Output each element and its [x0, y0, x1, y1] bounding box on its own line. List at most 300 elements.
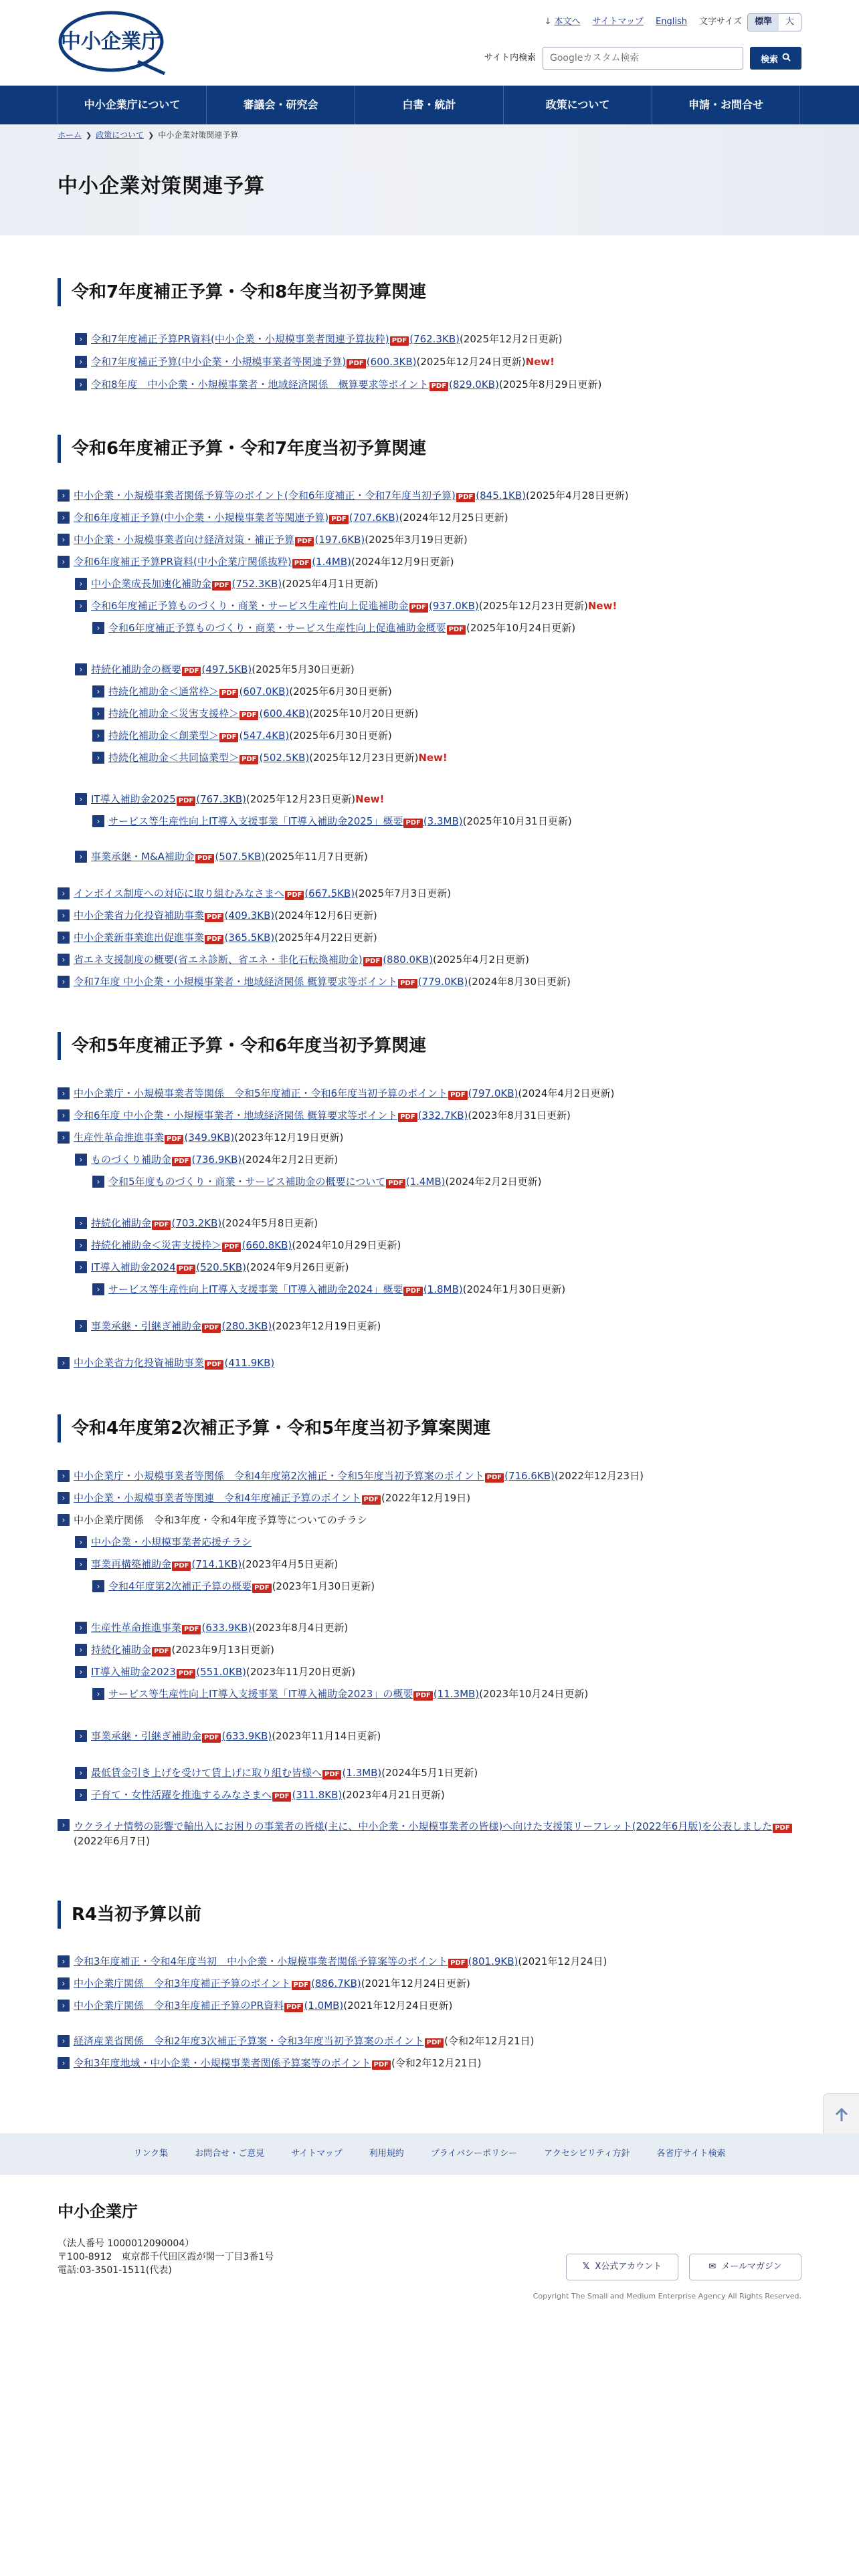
- update-date: (2023年1月30日更新): [272, 1580, 375, 1592]
- file-size[interactable]: (886.7KB): [311, 1977, 361, 1990]
- list-item: [92, 1687, 588, 1701]
- chevron-right-icon: ›: [92, 708, 104, 720]
- update-date: (2024年10月29日更新): [292, 1239, 401, 1251]
- document-link[interactable]: 持続化補助金: [91, 1644, 152, 1656]
- file-size[interactable]: (633.9KB): [221, 1730, 272, 1742]
- document-link[interactable]: 中小企業・小規模事業者応援チラシ: [91, 1536, 252, 1548]
- file-size[interactable]: (507.5KB): [215, 851, 266, 863]
- pdf-icon: PDF: [362, 1495, 381, 1505]
- update-date: (2025年10月31日更新): [462, 815, 572, 827]
- list-item: [58, 886, 451, 901]
- list-item: [92, 1174, 541, 1189]
- document-link[interactable]: 中小企業省力化投資補助事業: [74, 1357, 205, 1369]
- chevron-right-icon: ❯: [86, 130, 92, 140]
- update-date: (2022年12月19日): [381, 1492, 471, 1504]
- list-item: [92, 814, 572, 829]
- document-link[interactable]: 持続化補助金＜共同協業型＞: [108, 752, 240, 764]
- chevron-right-icon: ›: [58, 932, 70, 944]
- section-heading: 令和6年度補正予算・令和7年度当初予算関連: [58, 435, 426, 463]
- list-item: [75, 1535, 252, 1549]
- update-date: (2021年12月24日更新): [361, 1977, 470, 1990]
- footer-corp-no: （法人番号 1000012090004）: [58, 2238, 195, 2249]
- list-item-text: 中小企業庁関係 令和3年度・令和4年度予算等についてのチラシ: [74, 1514, 367, 1526]
- pdf-icon: PDF: [182, 1625, 201, 1634]
- list-item: [58, 1998, 452, 2013]
- document-link[interactable]: 令和7年度補正予算PR資料(中小企業・小規模事業者関連予算抜粋): [91, 333, 389, 345]
- pdf-icon: PDF: [212, 581, 231, 591]
- pdf-icon: PDF: [485, 1473, 504, 1483]
- utility-links: [545, 13, 801, 31]
- file-size[interactable]: (607.0KB): [239, 685, 290, 697]
- chevron-right-icon: ›: [92, 1688, 104, 1700]
- pdf-icon: PDF: [205, 935, 223, 944]
- pdf-icon: PDF: [347, 359, 365, 368]
- section-heading: 令和7年度補正予算・令和8年度当初予算関連: [58, 278, 426, 306]
- pdf-icon: PDF: [398, 1113, 417, 1122]
- document-link[interactable]: 中小企業新事業進出促進事業: [74, 932, 205, 944]
- list-item: [75, 849, 368, 864]
- new-badge: New!: [418, 752, 448, 764]
- pdf-icon: PDF: [322, 1770, 341, 1780]
- list-item: [75, 332, 562, 346]
- chevron-right-icon: ›: [75, 1217, 87, 1229]
- chevron-right-icon: ›: [58, 1955, 70, 1967]
- chevron-right-icon: ›: [58, 887, 70, 899]
- file-size[interactable]: (752.3KB): [231, 578, 282, 590]
- update-date: (2025年4月2日更新): [432, 954, 529, 966]
- mail-magazine-label: メールマガジン: [721, 2261, 782, 2272]
- pdf-icon: PDF: [252, 1584, 271, 1593]
- nav-whitepaper[interactable]: 白書・統計: [355, 86, 503, 124]
- update-date: (2025年12月23日更新): [478, 600, 588, 612]
- pdf-icon: PDF: [773, 1824, 791, 1833]
- english-link[interactable]: English: [656, 17, 687, 27]
- pdf-icon: PDF: [363, 957, 382, 966]
- file-size[interactable]: (801.9KB): [468, 1955, 518, 1967]
- file-size[interactable]: (1.8MB): [423, 1283, 463, 1295]
- file-size[interactable]: (1.4MB): [405, 1176, 446, 1188]
- document-link[interactable]: 中小企業成長加速化補助金: [91, 578, 212, 590]
- chevron-right-icon: ›: [75, 356, 87, 368]
- list-item: [58, 2056, 481, 2070]
- pdf-icon: PDF: [292, 1981, 310, 1990]
- file-size[interactable]: (633.9KB): [201, 1622, 252, 1634]
- pdf-icon: PDF: [372, 2060, 391, 2070]
- chevron-right-icon: ›: [58, 1514, 70, 1526]
- chevron-right-icon: ›: [58, 1109, 70, 1121]
- chevron-right-icon: ›: [75, 1154, 87, 1166]
- list-item: [58, 1491, 470, 1505]
- chevron-right-icon: ›: [58, 1819, 70, 1831]
- site-search: [484, 47, 801, 70]
- file-size[interactable]: (411.9KB): [224, 1357, 275, 1369]
- file-size[interactable]: (1.3MB): [342, 1767, 382, 1779]
- file-size[interactable]: (497.5KB): [201, 663, 252, 675]
- sitemap-link[interactable]: サイトマップ: [592, 17, 644, 27]
- chevron-right-icon: ❯: [148, 130, 155, 140]
- chevron-right-icon: ›: [75, 1536, 87, 1548]
- document-link[interactable]: ものづくり補助金: [91, 1154, 172, 1166]
- document-link[interactable]: 中小企業省力化投資補助事業: [74, 909, 205, 922]
- section-heading: 令和5年度補正予算・令和6年度当初予算関連: [58, 1032, 426, 1060]
- update-date: (2024年4月2日更新): [518, 1087, 615, 1099]
- pdf-icon: PDF: [177, 1669, 195, 1679]
- update-date: (2023年11月14日更新): [272, 1730, 381, 1742]
- chevron-right-icon: ›: [58, 512, 70, 524]
- file-size[interactable]: (703.2KB): [171, 1217, 222, 1229]
- svg-text:中小企業庁: 中小企業庁: [61, 30, 161, 53]
- pdf-icon: PDF: [195, 854, 214, 863]
- file-size[interactable]: (600.4KB): [259, 708, 310, 720]
- document-link[interactable]: 持続化補助金: [91, 1217, 152, 1229]
- site-footer: [58, 2200, 801, 2300]
- list-item: [92, 1282, 565, 1297]
- update-date: (2022年6月7日): [74, 1835, 150, 1847]
- footer-link-contact[interactable]: お問合せ・ご意見: [195, 2148, 265, 2159]
- update-date: (2023年11月20日更新): [246, 1666, 356, 1678]
- pdf-icon: PDF: [448, 1959, 467, 1968]
- document-link[interactable]: 令和3年度補正・令和4年度当初 中小企業・小規模事業者関係予算案等のポイント: [74, 1955, 448, 1967]
- list-item: [75, 1238, 401, 1253]
- update-date: (2025年4月1日更新): [282, 578, 379, 590]
- document-link[interactable]: 持続化補助金の概要: [91, 663, 182, 675]
- skip-link[interactable]: ↓ 本文へ: [544, 17, 581, 27]
- document-link[interactable]: 生産性革命推進事業: [74, 1132, 165, 1144]
- chevron-right-icon: ›: [58, 490, 70, 502]
- list-item: [75, 1319, 381, 1333]
- document-link[interactable]: 事業承継・引継ぎ補助金: [91, 1730, 202, 1742]
- pdf-icon: PDF: [386, 1179, 405, 1188]
- x-account-button[interactable]: [566, 2254, 678, 2280]
- document-link[interactable]: 令和8年度 中小企業・小規模事業者・地域経済関係 概算要求等ポイント: [91, 379, 429, 391]
- document-link[interactable]: 令和6年度補正予算PR資料(中小企業庁関係抜粋): [74, 556, 292, 568]
- update-date: (2025年7月3日更新): [355, 887, 452, 899]
- footer-link-terms[interactable]: 利用規約: [369, 2148, 404, 2159]
- list-item: [58, 488, 629, 503]
- list-item: [58, 1356, 274, 1370]
- list-item: [58, 532, 468, 547]
- pdf-icon: PDF: [329, 515, 348, 524]
- chevron-right-icon: ›: [75, 1666, 87, 1678]
- chevron-right-icon: ›: [58, 534, 70, 546]
- list-item: [75, 377, 601, 392]
- update-date: (2023年4月21日更新): [342, 1789, 445, 1801]
- footer-link-sitemap[interactable]: サイトマップ: [291, 2148, 343, 2159]
- footer-link-privacy[interactable]: プライバシーポリシー: [430, 2148, 518, 2159]
- pdf-icon: PDF: [284, 2003, 303, 2012]
- section-heading: 令和4年度第2次補正予算・令和5年度当初予算案関連: [58, 1414, 490, 1442]
- chevron-right-icon: ›: [75, 600, 87, 612]
- chevron-right-icon: ›: [58, 1492, 70, 1504]
- file-size[interactable]: (736.9KB): [191, 1154, 242, 1166]
- chevron-right-icon: ›: [58, 2057, 70, 2069]
- nav-application[interactable]: 申請・お問合せ: [652, 86, 800, 124]
- file-size[interactable]: (714.1KB): [191, 1558, 242, 1570]
- file-size[interactable]: (365.5KB): [224, 932, 275, 944]
- document-link[interactable]: 持続化補助金＜通常枠＞: [108, 685, 219, 697]
- file-size[interactable]: (1.0MB): [304, 2000, 344, 2012]
- document-link[interactable]: 中小企業・小規模事業者等関連 令和4年度補正予算のポイント: [74, 1492, 361, 1504]
- file-size[interactable]: (797.0KB): [468, 1087, 518, 1099]
- pdf-icon: PDF: [202, 1323, 221, 1333]
- footer-address: 〒100-8912 東京都千代田区霞が関一丁目3番1号: [58, 2251, 274, 2262]
- pdf-icon: PDF: [272, 1792, 291, 1802]
- update-date: (2023年9月13日更新): [171, 1644, 274, 1656]
- list-item: [75, 1152, 338, 1167]
- file-size[interactable]: (197.6KB): [314, 534, 365, 546]
- file-size[interactable]: (667.5KB): [304, 887, 355, 899]
- file-size[interactable]: (520.5KB): [196, 1261, 247, 1273]
- search-icon: [782, 53, 791, 64]
- update-date: (2025年6月30日更新): [289, 730, 392, 742]
- file-size[interactable]: (660.8KB): [242, 1239, 292, 1251]
- file-size[interactable]: (409.3KB): [224, 909, 275, 922]
- document-link[interactable]: 省エネ支援制度の概要(省エネ診断、省エネ・非化石転換補助金): [74, 954, 363, 966]
- file-size[interactable]: (311.8KB): [292, 1789, 343, 1801]
- nav-councils[interactable]: 審議会・研究会: [206, 86, 355, 124]
- document-link[interactable]: 事業再構築補助金: [91, 1558, 172, 1570]
- document-link[interactable]: 令和4年度第2次補正予算の概要: [108, 1580, 252, 1592]
- file-size[interactable]: (1.4MB): [312, 556, 351, 568]
- new-badge: New!: [525, 356, 555, 368]
- document-link[interactable]: 令和7年度補正予算(中小企業・小規模事業者等関連予算): [91, 356, 347, 368]
- file-size[interactable]: (937.0KB): [429, 600, 479, 612]
- search-input[interactable]: [543, 47, 743, 70]
- pdf-icon: PDF: [177, 1265, 195, 1274]
- chevron-right-icon: ›: [58, 1470, 70, 1482]
- document-link[interactable]: 持続化補助金＜創業型＞: [108, 730, 219, 742]
- update-date: (2024年5月1日更新): [381, 1767, 478, 1779]
- file-size[interactable]: (829.0KB): [449, 379, 499, 391]
- list-item: [58, 974, 571, 989]
- update-date: (2025年3月19日更新): [365, 534, 468, 546]
- file-size[interactable]: (600.3KB): [366, 356, 417, 368]
- mail-magazine-button[interactable]: [689, 2254, 801, 2280]
- document-link[interactable]: サービス等生産性向上IT導入支援事業「IT導入補助金2024」概要: [108, 1283, 403, 1295]
- document-link[interactable]: インボイス制度への対応に取り組むみなさまへ: [74, 887, 284, 899]
- pdf-icon: PDF: [205, 913, 223, 922]
- pdf-icon: PDF: [182, 667, 201, 676]
- list-item: [58, 1130, 343, 1145]
- footer-link-accessibility[interactable]: アクセシビリティ方針: [544, 2148, 630, 2159]
- x-logo-icon: 𝕏: [582, 2261, 590, 2272]
- update-date: (2025年12月24日更新): [416, 356, 526, 368]
- document-link[interactable]: 中小企業庁関係 令和3年度補正予算のPR資料: [74, 2000, 284, 2012]
- update-date: (2021年12月24日): [518, 1955, 607, 1967]
- file-size[interactable]: (707.6KB): [349, 512, 399, 524]
- back-to-top-button[interactable]: [823, 2093, 859, 2137]
- pdf-icon: PDF: [240, 755, 258, 764]
- chevron-right-icon: ›: [75, 1730, 87, 1742]
- document-link[interactable]: 中小企業庁・小規模事業者等関係 令和5年度補正・令和6年度当初予算のポイント: [74, 1087, 448, 1099]
- file-size[interactable]: (3.3MB): [423, 815, 463, 827]
- update-date: (2023年8月31日更新): [468, 1109, 571, 1121]
- update-date: (2025年10月24日更新): [466, 622, 576, 634]
- chevron-right-icon: ›: [92, 622, 104, 634]
- global-nav: [0, 86, 859, 124]
- x-account-label: X公式アカウント: [595, 2261, 662, 2272]
- document-link[interactable]: IT導入補助金2023: [91, 1666, 176, 1678]
- file-size[interactable]: (280.3KB): [221, 1320, 272, 1332]
- document-link[interactable]: 事業承継・引継ぎ補助金: [91, 1320, 202, 1332]
- chevron-right-icon: ›: [75, 663, 87, 675]
- list-item: [75, 1260, 349, 1275]
- chevron-right-icon: ›: [92, 1580, 104, 1592]
- update-date: (2024年9月26日更新): [246, 1261, 349, 1273]
- chevron-right-icon: ›: [58, 909, 70, 922]
- pdf-icon: PDF: [295, 537, 314, 546]
- chevron-right-icon: ›: [75, 1239, 87, 1251]
- page-hero: [0, 124, 859, 235]
- update-date: (2025年11月7日更新): [265, 851, 368, 863]
- pdf-icon: PDF: [456, 493, 475, 502]
- file-size[interactable]: (762.3KB): [409, 333, 460, 345]
- pdf-icon: PDF: [390, 336, 409, 346]
- file-size[interactable]: (779.0KB): [417, 976, 468, 988]
- pdf-icon: PDF: [292, 559, 311, 568]
- breadcrumb-policy[interactable]: 政策について: [96, 130, 144, 140]
- list-item: [75, 354, 555, 369]
- list-item: [58, 1086, 614, 1101]
- chevron-right-icon: ›: [75, 1789, 87, 1801]
- file-size[interactable]: (547.4KB): [239, 730, 290, 742]
- footer-tel: 電話:03-3501-1511(代表): [58, 2264, 172, 2276]
- file-size[interactable]: (502.5KB): [259, 752, 310, 764]
- list-item: [92, 621, 575, 635]
- update-date: (2023年4月5日更新): [242, 1558, 339, 1570]
- document-link[interactable]: 中小企業庁関係 令和3年度補正予算のポイント: [74, 1977, 291, 1990]
- update-date: (2025年4月22日更新): [274, 932, 377, 944]
- footer-link-links[interactable]: リンク集: [133, 2148, 169, 2159]
- document-link[interactable]: 持続化補助金＜災害支援枠＞: [108, 708, 240, 720]
- breadcrumb-current: 中小企業対策関連予算: [158, 130, 239, 140]
- font-size-large[interactable]: 大: [779, 14, 801, 31]
- list-item: [92, 1579, 375, 1594]
- pdf-icon: PDF: [202, 1733, 221, 1743]
- list-item: [58, 1513, 367, 1527]
- document-link[interactable]: 令和6年度 中小企業・小規模事業者・地域経済関係 概算要求等ポイント: [74, 1109, 398, 1121]
- document-link[interactable]: 最低賃金引き上げを受けて賃上げに取り組む皆様へ: [91, 1767, 322, 1779]
- pdf-icon: PDF: [430, 382, 448, 391]
- document-link[interactable]: 令和6年度補正予算ものづくり・商業・サービス生産性向上促進補助金: [91, 600, 409, 612]
- breadcrumb-home[interactable]: ホーム: [58, 130, 82, 140]
- site-logo[interactable]: [58, 9, 170, 75]
- pdf-icon: PDF: [177, 796, 195, 806]
- document-link[interactable]: IT導入補助金2024: [91, 1261, 176, 1273]
- list-item: [58, 1976, 470, 1991]
- list-item: [58, 952, 529, 967]
- document-link[interactable]: 持続化補助金＜災害支援枠＞: [91, 1239, 222, 1251]
- update-date: (2023年12月19日更新): [234, 1132, 344, 1144]
- font-size-standard[interactable]: 標準: [748, 14, 779, 31]
- chevron-right-icon: ›: [75, 1558, 87, 1570]
- update-date: (2024年2月2日更新): [445, 1176, 542, 1188]
- list-item: [75, 1665, 355, 1679]
- document-link[interactable]: 生産性革命推進事業: [91, 1622, 182, 1634]
- footer-link-ministries[interactable]: 各省庁サイト検索: [656, 2148, 726, 2159]
- update-date: (2024年12月6日更新): [274, 909, 377, 922]
- document-link[interactable]: サービス等生産性向上IT導入支援事業「IT導入補助金2025」概要: [108, 815, 403, 827]
- file-size[interactable]: (349.9KB): [184, 1132, 235, 1144]
- chevron-right-icon: ›: [75, 333, 87, 345]
- chevron-right-icon: ›: [75, 1644, 87, 1656]
- file-size[interactable]: (551.0KB): [196, 1666, 247, 1678]
- document-link[interactable]: 令和7年度 中小企業・小規模事業者・地域経済関係 概算要求等ポイント: [74, 976, 398, 988]
- pdf-icon: PDF: [165, 1135, 183, 1144]
- file-size[interactable]: (767.3KB): [196, 793, 247, 805]
- pdf-icon: PDF: [152, 1220, 171, 1230]
- update-date: (2025年12月2日更新): [459, 333, 563, 345]
- pdf-icon: PDF: [447, 625, 466, 635]
- pdf-icon: PDF: [425, 2038, 444, 2048]
- list-item: [92, 706, 418, 721]
- document-link[interactable]: サービス等生産性向上IT導入支援事業「IT導入補助金2023」の概要: [108, 1688, 413, 1700]
- nav-about[interactable]: 中小企業庁について: [58, 86, 206, 124]
- file-size[interactable]: (845.1KB): [476, 490, 527, 502]
- chevron-right-icon: ›: [58, 2000, 70, 2012]
- chevron-right-icon: ›: [58, 556, 70, 568]
- list-item: [92, 750, 448, 765]
- list-item: [75, 1788, 445, 1802]
- document-link[interactable]: 令和3年度地域・中小企業・小規模事業者関係予算案等のポイント: [74, 2057, 371, 2069]
- search-button[interactable]: [750, 47, 801, 70]
- chevron-right-icon: ›: [75, 379, 87, 391]
- update-date: (2023年10月24日更新): [479, 1688, 589, 1700]
- update-date: (2024年8月30日更新): [468, 976, 571, 988]
- file-size[interactable]: (332.7KB): [417, 1109, 468, 1121]
- update-date: (2024年5月8日更新): [221, 1217, 318, 1229]
- chevron-right-icon: ›: [75, 793, 87, 805]
- list-item: [75, 1216, 318, 1230]
- document-link[interactable]: 中小企業・小規模事業者向け経済対策・補正予算: [74, 534, 295, 546]
- update-date: (2024年12月9日更新): [351, 556, 454, 568]
- pdf-icon: PDF: [152, 1647, 171, 1656]
- document-link[interactable]: 令和6年度補正予算(中小企業・小規模事業者等関連予算): [74, 512, 329, 524]
- file-size[interactable]: (880.0KB): [383, 954, 433, 966]
- list-item: [75, 576, 378, 591]
- file-size[interactable]: (716.6KB): [504, 1470, 555, 1482]
- list-item: [58, 1469, 644, 1483]
- copyright: Copyright The Small and Medium Enterprise Agency All Rights Reserved.: [533, 2292, 801, 2300]
- update-date: (令和2年12月21日): [391, 2057, 482, 2069]
- pdf-icon: PDF: [448, 1091, 467, 1100]
- chevron-right-icon: ›: [58, 976, 70, 988]
- file-size[interactable]: (11.3MB): [433, 1688, 480, 1700]
- document-link[interactable]: 令和5年度ものづくり・商業・サービス補助金の概要について: [108, 1176, 386, 1188]
- chevron-right-icon: ›: [92, 730, 104, 742]
- document-link[interactable]: 事業承継・M&A補助金: [91, 851, 195, 863]
- document-link[interactable]: 経済産業省関係 令和2年度3次補正予算案・令和3年度当初予算案のポイント: [74, 2035, 424, 2047]
- update-date: (2025年4月28日更新): [526, 490, 629, 502]
- chevron-right-icon: ›: [75, 1622, 87, 1634]
- list-item: [75, 1642, 274, 1657]
- chevron-right-icon: ›: [92, 815, 104, 827]
- document-link[interactable]: ウクライナ情勢の影響で輸出入にお困りの事業者の皆様(主に、中小企業・小規模事業者の皆様)へ向けた支援策リーフレット(2022年6月版)を公表しました: [74, 1820, 773, 1832]
- document-link[interactable]: IT導入補助金2025: [91, 793, 176, 805]
- chevron-right-icon: ›: [58, 1087, 70, 1099]
- document-link[interactable]: 中小企業庁・小規模事業者等関係 令和4年度第2次補正・令和5年度当初予算案のポイント: [74, 1470, 484, 1482]
- nav-policy[interactable]: 政策について: [503, 86, 652, 124]
- document-link[interactable]: 子育て・女性活躍を推進するみなさまへ: [91, 1789, 272, 1801]
- document-link[interactable]: 令和6年度補正予算ものづくり・商業・サービス生産性向上促進補助金概要: [108, 622, 446, 634]
- list-item: [75, 792, 385, 807]
- mail-icon: ✉: [708, 2261, 717, 2272]
- document-link[interactable]: 中小企業・小規模事業者関係予算等のポイント(令和6年度補正・令和7年度当初予算): [74, 490, 456, 502]
- chevron-right-icon: ›: [92, 685, 104, 697]
- update-date: (2025年6月30日更新): [289, 685, 392, 697]
- update-date: (2025年5月30日更新): [252, 663, 355, 675]
- pdf-icon: PDF: [398, 979, 417, 988]
